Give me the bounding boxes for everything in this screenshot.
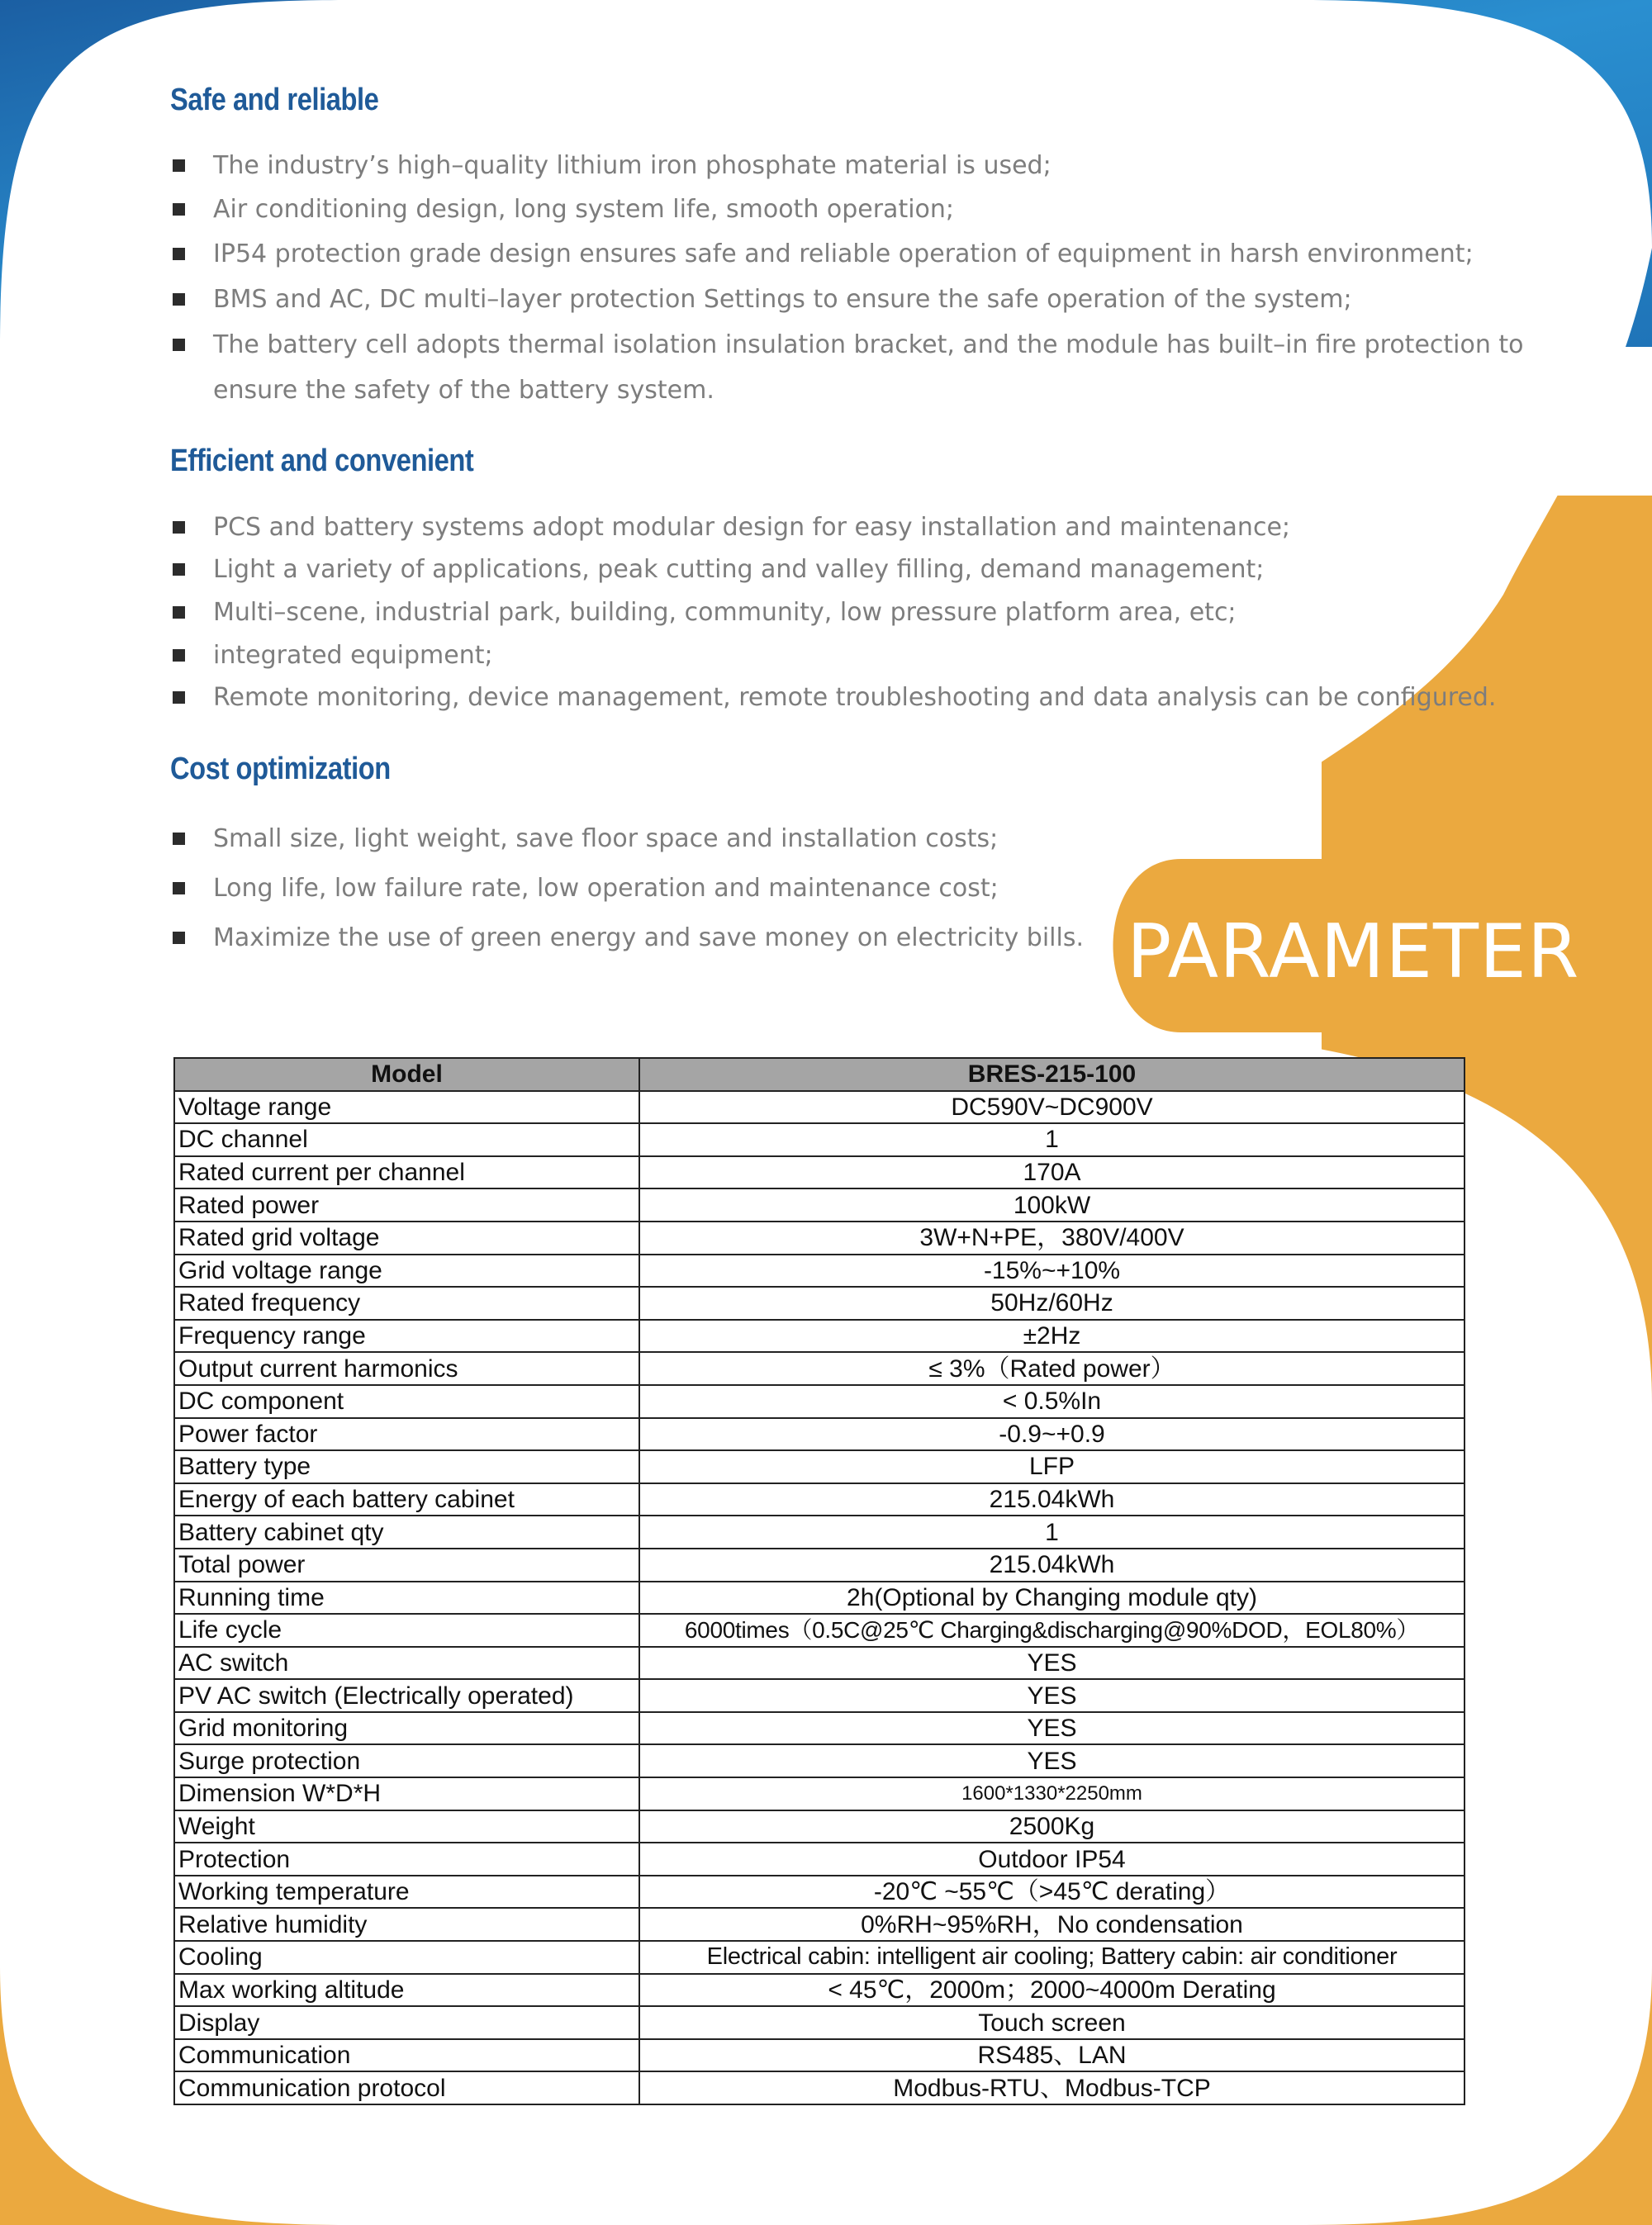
table-body xyxy=(174,1091,1464,2104)
param-name-cell: Rated current per channel xyxy=(174,1156,639,1189)
table-row xyxy=(174,1941,1464,1974)
param-value-cell: Touch screen xyxy=(639,2006,1464,2039)
table-row xyxy=(174,1777,1464,1810)
table-row xyxy=(174,1352,1464,1385)
param-name-cell: Protection xyxy=(174,1843,639,1876)
param-name-cell: Grid monitoring xyxy=(174,1712,639,1745)
parameter-heading: PARAMETER xyxy=(1127,909,1580,995)
table-row xyxy=(174,2039,1464,2072)
param-name-cell: Grid voltage range xyxy=(174,1255,639,1288)
table-row xyxy=(174,1614,1464,1647)
table-row xyxy=(174,1516,1464,1549)
table-row xyxy=(174,1091,1464,1124)
param-name-cell: Communication xyxy=(174,2039,639,2072)
table-header-row xyxy=(174,1058,1464,1091)
param-value-cell: 2500Kg xyxy=(639,1810,1464,1843)
param-name-cell: Cooling xyxy=(174,1941,639,1974)
param-value-cell: 1 xyxy=(639,1516,1464,1549)
table-row xyxy=(174,1418,1464,1451)
bullet-square-icon xyxy=(173,293,185,306)
table-row xyxy=(174,1712,1464,1745)
bullet-square-icon xyxy=(173,203,185,216)
param-name-cell: Power factor xyxy=(174,1418,639,1451)
param-value-cell: -20℃ ~55℃（>45℃ derating） xyxy=(639,1876,1464,1909)
param-value-cell: 215.04kWh xyxy=(639,1549,1464,1582)
param-value-cell: 50Hz/60Hz xyxy=(639,1287,1464,1320)
param-value-cell: 1 xyxy=(639,1123,1464,1156)
param-name-cell: Life cycle xyxy=(174,1614,639,1647)
bullet-square-icon xyxy=(173,882,185,894)
param-value-cell: 3W+N+PE，380V/400V xyxy=(639,1222,1464,1255)
header-model-value: BRES-215-100 xyxy=(639,1058,1464,1091)
param-name-cell: Display xyxy=(174,2006,639,2039)
table-row xyxy=(174,1908,1464,1941)
table-row xyxy=(174,1188,1464,1222)
param-value-cell: 1600*1330*2250mm xyxy=(639,1777,1464,1810)
param-value-cell: < 0.5%In xyxy=(639,1385,1464,1418)
param-value-cell: -15%~+10% xyxy=(639,1255,1464,1288)
param-name-cell: Energy of each battery cabinet xyxy=(174,1483,639,1516)
table-row xyxy=(174,1287,1464,1320)
param-value-cell: Modbus-RTU、Modbus-TCP xyxy=(639,2071,1464,2104)
param-value-cell: YES xyxy=(639,1744,1464,1777)
param-value-cell: LFP xyxy=(639,1450,1464,1483)
param-name-cell: PV AC switch (Electrically operated) xyxy=(174,1679,639,1712)
param-name-cell: Output current harmonics xyxy=(174,1352,639,1385)
param-name-cell: Voltage range xyxy=(174,1091,639,1124)
param-value-cell: < 45℃，2000m；2000~4000m Derating xyxy=(639,1974,1464,2007)
table-row xyxy=(174,1679,1464,1712)
table-row xyxy=(174,1549,1464,1582)
param-name-cell: Dimension W*D*H xyxy=(174,1777,639,1810)
param-name-cell: Surge protection xyxy=(174,1744,639,1777)
param-name-cell: AC switch xyxy=(174,1647,639,1680)
param-name-cell: Battery type xyxy=(174,1450,639,1483)
param-name-cell: Weight xyxy=(174,1810,639,1843)
param-name-cell: DC channel xyxy=(174,1123,639,1156)
param-value-cell: 100kW xyxy=(639,1188,1464,1222)
table-row xyxy=(174,1876,1464,1909)
table-row xyxy=(174,1647,1464,1680)
bullet-square-icon xyxy=(173,159,185,172)
table-row xyxy=(174,1974,1464,2007)
param-value-cell: ±2Hz xyxy=(639,1320,1464,1353)
param-value-cell: RS485、LAN xyxy=(639,2039,1464,2072)
section-title-cost-optimization: Cost optimization xyxy=(170,752,391,786)
param-value-cell: YES xyxy=(639,1679,1464,1712)
bullet-square-icon xyxy=(173,691,185,704)
param-name-cell: Rated grid voltage xyxy=(174,1222,639,1255)
table-row xyxy=(174,1450,1464,1483)
table-row xyxy=(174,1156,1464,1189)
param-value-cell: Electrical cabin: intelligent air cooling; Battery cabin: air conditioner xyxy=(639,1941,1464,1974)
bullet-square-icon xyxy=(173,649,185,662)
table-row xyxy=(174,1744,1464,1777)
table-row xyxy=(174,1810,1464,1843)
table-row xyxy=(174,1123,1464,1156)
param-name-cell: Working temperature xyxy=(174,1876,639,1909)
param-value-cell: 2h(Optional by Changing module qty) xyxy=(639,1582,1464,1615)
param-value-cell: 0%RH~95%RH，No condensation xyxy=(639,1908,1464,1941)
bullet-square-icon xyxy=(173,606,185,619)
param-name-cell: Running time xyxy=(174,1582,639,1615)
section-title-efficient-convenient: Efficient and convenient xyxy=(170,444,474,478)
table-row xyxy=(174,1843,1464,1876)
param-name-cell: Rated power xyxy=(174,1188,639,1222)
param-value-cell: YES xyxy=(639,1712,1464,1745)
table-row xyxy=(174,1385,1464,1418)
param-value-cell: YES xyxy=(639,1647,1464,1680)
bullet-square-icon xyxy=(173,339,185,351)
bullet-square-icon xyxy=(173,833,185,845)
section-title-safe-reliable: Safe and reliable xyxy=(170,83,379,117)
param-name-cell: Frequency range xyxy=(174,1320,639,1353)
table-row xyxy=(174,1255,1464,1288)
table-row xyxy=(174,1320,1464,1353)
bullet-square-icon xyxy=(173,932,185,944)
header-model: Model xyxy=(174,1058,639,1091)
param-value-cell: 215.04kWh xyxy=(639,1483,1464,1516)
bullet-square-icon xyxy=(173,521,185,534)
param-name-cell: Communication protocol xyxy=(174,2071,639,2104)
parameter-table xyxy=(173,1057,1465,2105)
param-name-cell: Battery cabinet qty xyxy=(174,1516,639,1549)
param-name-cell: DC component xyxy=(174,1385,639,1418)
param-name-cell: Rated frequency xyxy=(174,1287,639,1320)
param-name-cell: Relative humidity xyxy=(174,1908,639,1941)
param-name-cell: Total power xyxy=(174,1549,639,1582)
table-row xyxy=(174,1222,1464,1255)
bullet-square-icon xyxy=(173,248,185,260)
param-value-cell: 170A xyxy=(639,1156,1464,1189)
table-row xyxy=(174,1582,1464,1615)
table-row xyxy=(174,2006,1464,2039)
bullet-square-icon xyxy=(173,563,185,576)
param-value-cell: 6000times（0.5C@25℃ Charging&discharging@90%DOD，EOL80%） xyxy=(639,1614,1464,1647)
param-value-cell: Outdoor IP54 xyxy=(639,1843,1464,1876)
param-value-cell: DC590V~DC900V xyxy=(639,1091,1464,1124)
param-name-cell: Max working altitude xyxy=(174,1974,639,2007)
table-row xyxy=(174,2071,1464,2104)
param-value-cell: ≤ 3%（Rated power） xyxy=(639,1352,1464,1385)
param-value-cell: -0.9~+0.9 xyxy=(639,1418,1464,1451)
table-row xyxy=(174,1483,1464,1516)
